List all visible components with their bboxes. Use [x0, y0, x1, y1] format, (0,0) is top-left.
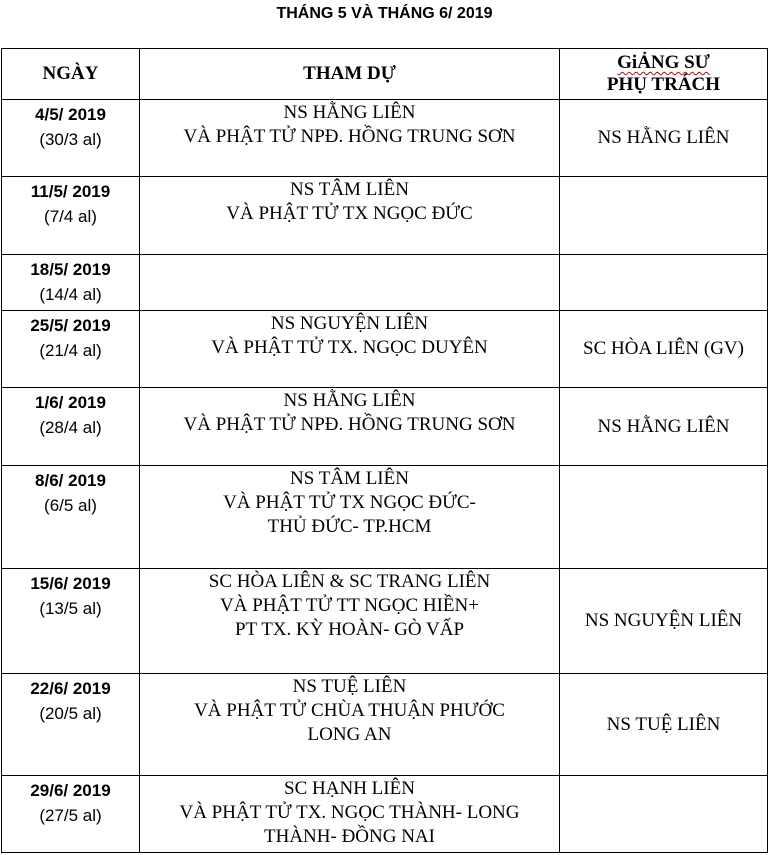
table-row	[2, 388, 768, 466]
lunar-date-text: (13/5 al)	[39, 599, 102, 618]
attendees-cell	[140, 255, 560, 311]
lecturer-cell	[560, 466, 768, 569]
attendees-line: THÀNH- ĐỒNG NAI	[264, 826, 435, 847]
attendees-line: PT TX. KỲ HOÀN- GÒ VẤP	[234, 619, 465, 640]
date-text: 15/6/ 2019	[30, 574, 111, 593]
date-cell	[2, 255, 140, 311]
lecturer-cell: NS NGUYỆN LIÊN	[560, 569, 768, 674]
lecturer-cell	[560, 255, 768, 311]
date-cell	[2, 388, 140, 466]
table-row	[2, 466, 768, 569]
lunar-date-text: (21/4 al)	[39, 341, 102, 360]
date-text: 1/6/ 2019	[35, 393, 106, 412]
attendees-line: VÀ PHẬT TỬ CHÙA THUẬN PHƯỚC	[194, 700, 505, 721]
date-text: 11/5/ 2019	[30, 182, 111, 201]
attendees-cell	[140, 569, 560, 674]
attendees-cell	[140, 311, 560, 388]
page-title: THÁNG 5 VÀ THÁNG 6/ 2019	[276, 5, 493, 22]
lunar-date-text: (30/3 al)	[39, 130, 102, 149]
attendees-line: VÀ PHẬT TỬ TX. NGỌC THÀNH- LONG	[179, 802, 520, 823]
date-text: 25/5/ 2019	[30, 316, 111, 335]
lecturer-cell	[560, 776, 768, 853]
lecturer-cell: NS HẰNG LIÊN	[560, 388, 768, 466]
table-row	[2, 776, 768, 853]
attendees-cell	[140, 100, 560, 177]
table-row	[2, 311, 768, 388]
lunar-date-text: (27/5 al)	[39, 806, 102, 825]
table-row	[2, 569, 768, 674]
attendees-line: VÀ PHẬT TỬ TX NGỌC ĐỨC	[226, 203, 473, 224]
lecturer-cell: SC HÒA LIÊN (GV)	[560, 311, 768, 388]
date-text: 8/6/ 2019	[35, 471, 106, 490]
date-cell	[2, 466, 140, 569]
attendees-line: NS TÂM LIÊN	[290, 179, 409, 200]
table-row	[2, 177, 768, 255]
attendees-line: NS HẰNG LIÊN	[283, 390, 416, 411]
attendees-line: NS NGUYỆN LIÊN	[270, 313, 429, 334]
header-attend: THAM DỰ	[140, 49, 560, 100]
date-cell	[2, 569, 140, 674]
lunar-date-text: (20/5 al)	[39, 704, 102, 723]
attendees-line: SC HÒA LIÊN & SC TRANG LIÊN	[208, 571, 491, 592]
attendees-line: SC HẠNH LIÊN	[284, 778, 415, 799]
schedule-table	[1, 48, 768, 853]
date-text: 4/5/ 2019	[35, 105, 106, 124]
date-cell	[2, 311, 140, 388]
date-text: 29/6/ 2019	[30, 781, 111, 800]
date-text: 22/6/ 2019	[30, 679, 111, 698]
header-lecturer	[560, 49, 768, 100]
date-text: 18/5/ 2019	[30, 260, 111, 279]
header-row	[2, 49, 768, 100]
attendees-line: NS HẰNG LIÊN	[283, 102, 416, 123]
attendees-line: NS TUỆ LIÊN	[292, 676, 407, 697]
header-lecturer-line1: GiẢNG SƯ	[617, 52, 710, 73]
attendees-line: VÀ PHẬT TỬ TX. NGỌC DUYÊN	[211, 337, 488, 358]
date-cell	[2, 776, 140, 853]
table-row	[2, 255, 768, 311]
lecturer-cell: NS HẰNG LIÊN	[560, 100, 768, 177]
attendees-cell	[140, 177, 560, 255]
attendees-cell	[140, 674, 560, 776]
header-lecturer-line2: PHỤ TRÁCH	[606, 74, 721, 95]
attendees-line: VÀ PHẬT TỬ NPĐ. HỒNG TRUNG SƠN	[183, 414, 516, 435]
attendees-cell	[140, 466, 560, 569]
attendees-line: NS TÂM LIÊN	[290, 468, 409, 489]
lunar-date-text: (6/5 al)	[44, 496, 97, 515]
attendees-line: LONG AN	[307, 724, 392, 745]
attendees-line: VÀ PHẬT TỬ TX NGỌC ĐỨC-	[223, 492, 476, 513]
attendees-line: THỦ ĐỨC- TP.HCM	[267, 516, 432, 537]
lunar-date-text: (7/4 al)	[44, 207, 97, 226]
attendees-line: VÀ PHẬT TỬ TT NGỌC HIỀN+	[220, 595, 479, 616]
table-row	[2, 674, 768, 776]
attendees-cell	[140, 776, 560, 853]
lunar-date-text: (14/4 al)	[39, 285, 102, 304]
lunar-date-text: (28/4 al)	[39, 418, 102, 437]
header-date: NGÀY	[2, 49, 140, 100]
table-row	[2, 100, 768, 177]
date-cell	[2, 674, 140, 776]
attendees-line: VÀ PHẬT TỬ NPĐ. HỒNG TRUNG SƠN	[183, 126, 516, 147]
lecturer-cell	[560, 177, 768, 255]
attendees-cell	[140, 388, 560, 466]
date-cell	[2, 100, 140, 177]
lecturer-cell: NS TUỆ LIÊN	[560, 674, 768, 776]
date-cell	[2, 177, 140, 255]
